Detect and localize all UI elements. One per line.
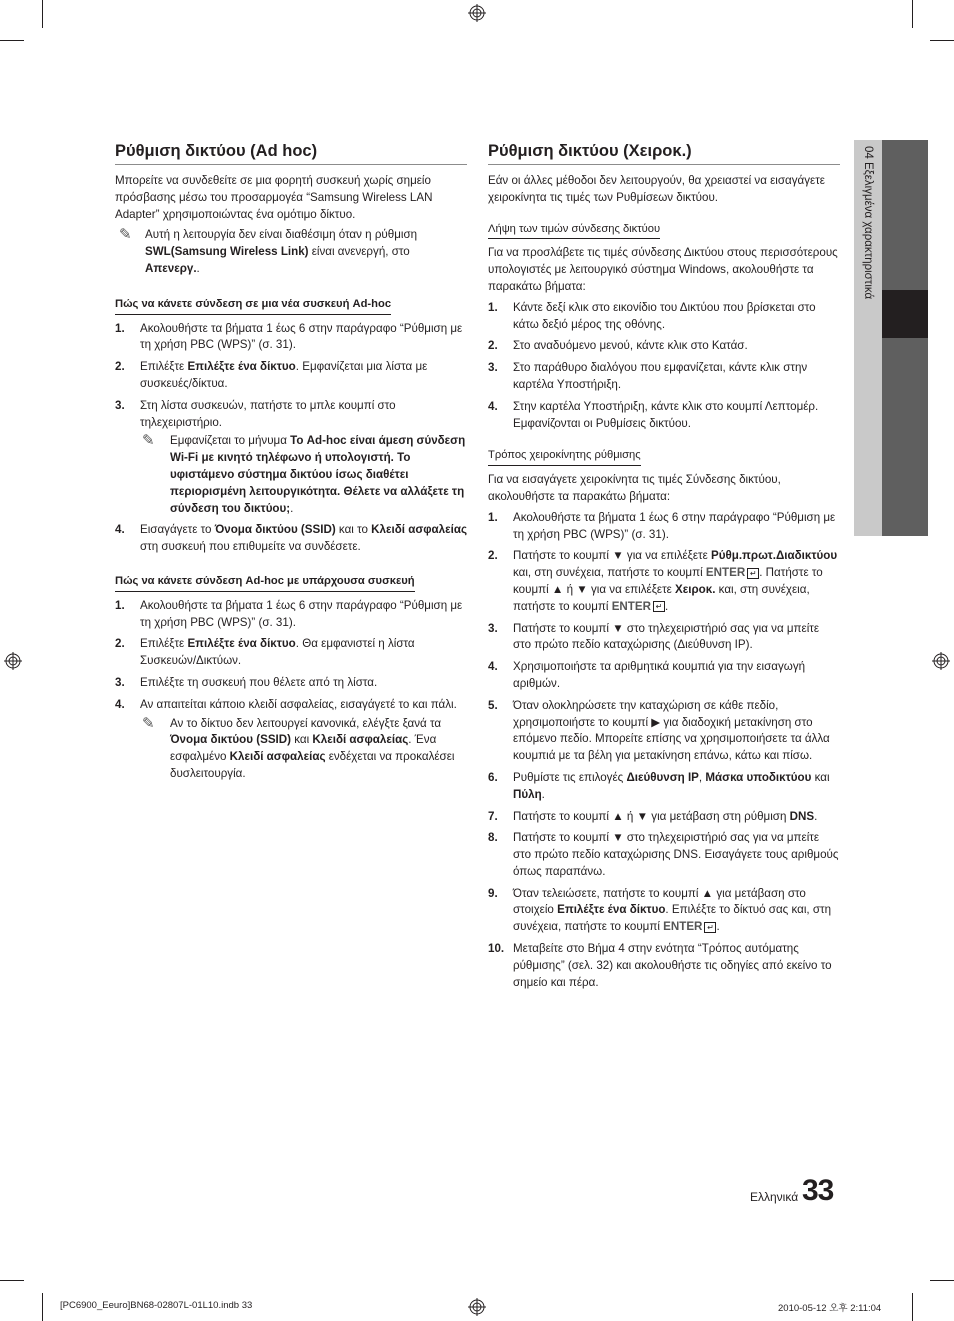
enter-key-icon: ↵ xyxy=(747,568,759,579)
list-item: 2. Επιλέξτε Επιλέξτε ένα δίκτυο. Θα εμφανιστεί η λίστα Συσκευών/Δικτύων. xyxy=(115,637,415,668)
section-intro: Μπορείτε να συνδεθείτε σε μια φορητή συσκευή χωρίς σημείο πρόσβασης μέσω του προσαρμογέα “Samsung Wireless LAN Adapter” χρησιμοποιώντας ένα ομότιμο δίκτυο. xyxy=(115,174,433,221)
list-item: 4. Αν απαιτείται κάποιο κλειδί ασφαλείας, εισαγάγετέ το και πάλι. ✎ Αν το δίκτυο δεν λειτουργεί κανονικά, ελέγξτε ξανά τα Όνομα δικτύου (SSID) και Κλειδί ασφαλείας. Ένα εσφαλμένο Κλειδί ασφαλείας ενδέχεται να προκαλέσει δυσλειτουργία. xyxy=(115,697,467,783)
crop-mark xyxy=(42,0,43,28)
list-item: 4. Στην καρτέλα Υποστήριξη, κάντε κλικ στο κουμπί Λεπτομέρ. Εμφανίζονται οι Ρυθμίσεις δικτύου. xyxy=(488,399,819,430)
registration-mark-icon xyxy=(4,652,22,670)
subheading: Λήψη των τιμών σύνδεσης δικτύου xyxy=(488,221,660,240)
list-item: 3. Στη λίστα συσκευών, πατήστε το μπλε κουμπί στο τηλεχειριστήριο. ✎ Εμφανίζεται το μήνυμα Το Ad-hoc είναι άμεση σύνδεση Wi-Fi με κινητό τηλέφωνο ή υπολογιστή. Το υφιστάμενο σύστημα δικτύου ίσως διαθέτει περιορισμένη λειτουργικότητα. Θέλετε να αλλάξετε τη σύνδεση του δικτύου;. xyxy=(115,398,467,518)
subheading: Τρόπος χειροκίνητης ρύθμισης xyxy=(488,447,641,466)
list-item: 4. Χρησιμοποιήστε τα αριθμητικά κουμπιά για την εισαγωγή αριθμών. xyxy=(488,660,806,690)
list-item: 1. Ακολουθήστε τα βήματα 1 έως 6 στην παράγραφο “Ρύθμιση με τη χρήση PBC (WPS)” (σ. 31). xyxy=(115,321,463,352)
list-item: 3. Επιλέξτε τη συσκευή που θέλετε από τη λίστα. xyxy=(115,675,378,689)
chapter-label: 04 Εξελιγμένα χαρακτηριστικά xyxy=(862,146,874,300)
paragraph: Για να προσλάβετε τις τιμές σύνδεσης Δικτύου στους περισσότερους υπολογιστές με λειτουργικό σύστημα Windows, ακολουθήστε τα παρακάτω βήματα: xyxy=(488,246,838,293)
crop-mark xyxy=(912,1293,913,1321)
section-title: Ρύθμιση δικτύου (Χειροκ.) xyxy=(488,140,840,165)
list-item: 2. Επιλέξτε Επιλέξτε ένα δίκτυο. Εμφανίζεται μια λίστα με συσκευές/δίκτυα. xyxy=(115,360,428,390)
subheading: Πώς να κάνετε σύνδεση Ad-hoc με υπάρχουσα συσκευή xyxy=(115,573,415,592)
crop-mark xyxy=(0,1280,24,1281)
list-item: 2. Στο αναδυόμενο μενού, κάντε κλικ στο Κατάσ. xyxy=(488,339,748,353)
note-pencil-icon: ✎ xyxy=(119,226,132,244)
crop-mark xyxy=(0,40,24,41)
note-pencil-icon: ✎ xyxy=(142,714,155,732)
list-item: 6. Ρυθμίστε τις επιλογές Διεύθυνση IP, Μάσκα υποδικτύου και Πύλη. xyxy=(488,770,830,801)
list-item: 1. Κάντε δεξί κλικ στο εικονίδιο του Δικτύου που βρίσκεται στο κάτω δεξιό μέρος της οθόνης. xyxy=(488,300,816,331)
print-slug-date: 2010-05-12 오후 2:11:04 xyxy=(778,1303,882,1314)
crop-mark xyxy=(42,1293,43,1321)
list-item: 2. Πατήστε το κουμπί ▼ για να επιλέξετε Ρύθμ.πρωτ.Διαδικτύου και, στη συνέχεια, πατήστε το κουμπί ENTER ↵ . Πατήστε το κουμπί ▲ ή ▼ για να επιλέξετε Χειροκ. και, στη συνέχεια, πατήστε το κουμπί ENTER ↵ . xyxy=(488,549,838,613)
list-item: 3. Στο παράθυρο διαλόγου που εμφανίζεται, κάντε κλικ στην καρτέλα Υποστήριξη. xyxy=(488,361,808,391)
paragraph: Για να εισαγάγετε χειροκίνητα τις τιμές Σύνδεσης δικτύου, ακολουθήστε τα παρακάτω βήματα: xyxy=(488,473,781,503)
note: ✎ Αυτή η λειτουργία δεν είναι διαθέσιμη όταν η ρύθμιση SWL(Samsung Wireless Link) είναι ανενεργή, στο Απενεργ.. xyxy=(119,226,418,275)
note: ✎ Εμφανίζεται το μήνυμα Το Ad-hoc είναι άμεση σύνδεση Wi-Fi με κινητό τηλέφωνο ή υπολογιστή. Το υφιστάμενο σύστημα δικτύου ίσως διαθέτει περιορισμένη λειτουργικότητα. Θέλετε να αλλάξετε τη σύνδεση του δικτύου;. xyxy=(142,432,466,515)
right-column xyxy=(488,140,840,996)
list-item: 1. Ακολουθήστε τα βήματα 1 έως 6 στην παράγραφο “Ρύθμιση με τη χρήση PBC (WPS)” (σ. 31). xyxy=(488,510,836,541)
print-slug-file: [PC6900_Eeuro]BN68-02807L-01L10.indb 33 xyxy=(60,1300,253,1311)
subheading: Πώς να κάνετε σύνδεση σε μια νέα συσκευή Ad-hoc xyxy=(115,296,391,315)
registration-mark-icon xyxy=(468,1298,486,1316)
list-item: 10. Μεταβείτε στο Βήμα 4 στην ενότητα “Τρόπος αυτόματης ρύθμισης” (σελ. 32) και ακολουθήστε τις οδηγίες από εκείνο το σημείο και πέρα. xyxy=(488,942,832,989)
list-item: 9. Όταν τελειώσετε, πατήστε το κουμπί ▲ για μετάβαση στο στοιχείο Επιλέξτε ένα δίκτυο. Επιλέξτε το δίκτυό σας και, στη συνέχεια, πατήστε το κουμπί ENTER ↵ . xyxy=(488,886,832,934)
crop-mark xyxy=(930,1280,954,1281)
crop-mark xyxy=(930,40,954,41)
note-pencil-icon: ✎ xyxy=(142,432,155,450)
crop-mark xyxy=(912,0,913,28)
section-intro: Εάν οι άλλες μέθοδοι δεν λειτουργούν, θα χρειαστεί να εισαγάγετε χειροκίνητα τις τιμές των Ρυθμίσεων δικτύου. xyxy=(488,174,825,204)
registration-mark-icon xyxy=(468,4,486,22)
page-number: 33 xyxy=(802,1174,834,1207)
registration-mark-icon xyxy=(932,652,950,670)
list-item: 5. Όταν ολοκληρώσετε την καταχώριση σε κάθε πεδίο, χρησιμοποιήστε το κουμπί ▶ για διαδοχική μετακίνηση στο επόμενο πεδίο. Μπορείτε επίσης να χρησιμοποιήσετε τα άλλα κουμπιά με τα βέλη για μετακίνηση επάνω, κάτω και πίσω. xyxy=(488,698,830,763)
enter-key-icon: ↵ xyxy=(653,601,665,612)
list-item: 7. Πατήστε το κουμπί ▲ ή ▼ για μετάβαση στη ρύθμιση DNS. xyxy=(488,809,818,823)
section-title: Ρύθμιση δικτύου (Ad hoc) xyxy=(115,140,467,165)
left-column xyxy=(115,140,467,788)
list-item: 1. Ακολουθήστε τα βήματα 1 έως 6 στην παράγραφο “Ρύθμιση με τη χρήση PBC (WPS)” (σ. 31). xyxy=(115,598,463,629)
list-item: 8. Πατήστε το κουμπί ▼ στο τηλεχειριστήριό σας για να μπείτε στο πρώτο πεδίο καταχώρισης DNS. Εισαγάγετε τους αριθμούς όπως παραπάνω. xyxy=(488,831,839,878)
list-item: 3. Πατήστε το κουμπί ▼ στο τηλεχειριστήριό σας για να μπείτε στο πρώτο πεδίο καταχώρισης (Διεύθυνση IP). xyxy=(488,621,820,652)
list-item: 4. Εισαγάγετε το Όνομα δικτύου (SSID) και το Κλειδί ασφαλείας στη συσκευή που επιθυμείτε να συνδέσετε. xyxy=(115,523,467,554)
enter-key-icon: ↵ xyxy=(704,922,716,933)
note: ✎ Αν το δίκτυο δεν λειτουργεί κανονικά, ελέγξτε ξανά τα Όνομα δικτύου (SSID) και Κλειδί ασφαλείας. Ένα εσφαλμένο Κλειδί ασφαλείας ενδέχεται να προκαλέσει δυσλειτουργία. xyxy=(142,714,455,780)
footer-language: Ελληνικά xyxy=(750,1190,799,1204)
